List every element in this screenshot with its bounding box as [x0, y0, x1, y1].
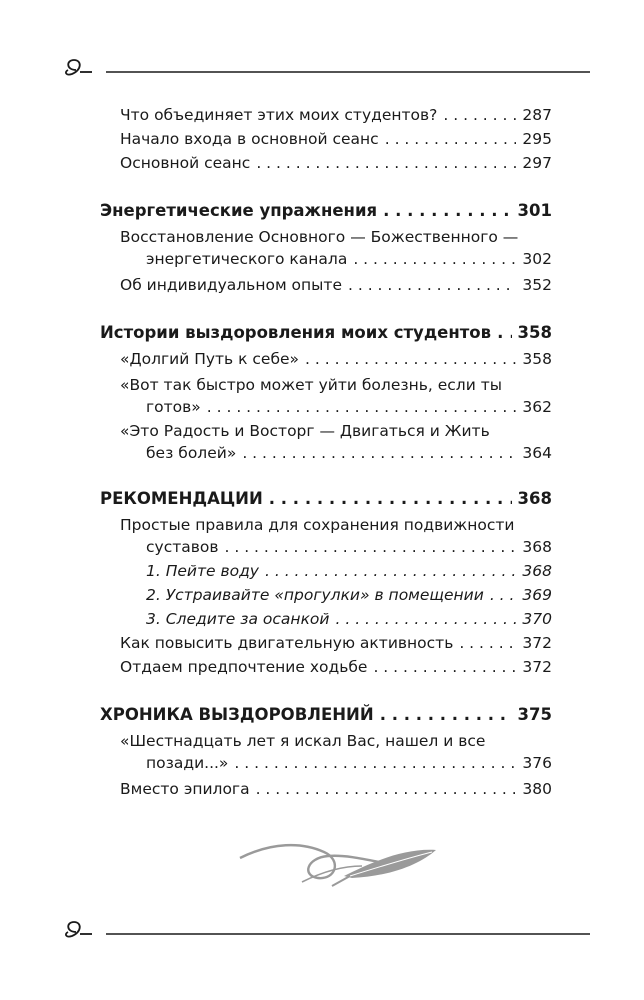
dot-leader: [490, 584, 517, 606]
dot-leader: [336, 608, 517, 630]
dot-leader: [380, 704, 512, 726]
toc-entry-title: без болей»: [146, 444, 237, 462]
toc-entry-title: готов»: [146, 398, 201, 416]
toc-entry-title: 3. Следите за осанкой: [146, 610, 330, 628]
toc-item: [0, 374, 552, 418]
toc-item: [0, 730, 552, 774]
toc-page-number: 369: [522, 586, 552, 604]
toc-page-number: 380: [522, 780, 552, 798]
toc-line: [0, 374, 552, 396]
toc-section: [0, 322, 552, 344]
toc-page-number: 372: [522, 658, 552, 676]
dot-leader: [373, 656, 516, 678]
toc-entry-title: Простые правила для сохранения подвижности: [120, 516, 515, 534]
toc-item: [0, 104, 552, 126]
toc-entry-title: Энергетические упражнения: [100, 201, 378, 220]
toc-entry-title: 1. Пейте воду: [146, 562, 259, 580]
toc-section: [0, 200, 552, 222]
dot-leader: [242, 442, 516, 464]
toc-line: [0, 584, 552, 606]
toc-page-number: 362: [522, 398, 552, 416]
toc-item: [0, 778, 552, 800]
toc-page-number: 301: [517, 201, 552, 220]
toc-page-number: 297: [522, 154, 552, 172]
toc-line: [0, 152, 552, 174]
toc-entry-title: ХРОНИКА ВЫЗДОРОВЛЕНИЙ: [100, 705, 374, 724]
toc-entry-title: Вместо эпилога: [120, 780, 250, 798]
toc-entry-title: Как повысить двигательную активность: [120, 634, 454, 652]
toc-subitem: [0, 560, 552, 582]
toc-entry-title: Основной сеанс: [120, 154, 251, 172]
toc-item: [0, 420, 552, 464]
toc-line: [0, 536, 552, 558]
toc-line: [0, 248, 552, 270]
toc-line: [0, 274, 552, 296]
toc-entry-title: Истории выздоровления моих студентов: [100, 323, 492, 342]
dot-leader: [497, 322, 511, 344]
dot-leader: [207, 396, 517, 418]
toc-line: [0, 560, 552, 582]
dot-leader: [256, 152, 516, 174]
curl-rule-icon: [62, 918, 590, 946]
toc-entry-title: «Вот так быстро может уйти болезнь, если ты: [120, 376, 502, 394]
toc-page-number: 376: [522, 754, 552, 772]
toc-item: [0, 128, 552, 150]
toc-entry-title: Об индивидуальном опыте: [120, 276, 342, 294]
dot-leader: [265, 560, 516, 582]
toc-entry-title: «Это Радость и Восторг — Двигаться и Жить: [120, 422, 490, 440]
dot-leader: [225, 536, 517, 558]
toc-entry-title: суставов: [146, 538, 219, 556]
toc-entry-title: РЕКОМЕНДАЦИИ: [100, 489, 263, 508]
toc-line: [0, 656, 552, 678]
toc-page-number: 364: [522, 444, 552, 462]
toc-item: [0, 656, 552, 678]
toc-entry-title: «Долгий Путь к себе»: [120, 350, 300, 368]
dot-leader: [234, 752, 516, 774]
toc-entry-title: Восстановление Основного — Божественного —: [120, 228, 519, 246]
toc-line: [0, 488, 552, 510]
toc-line: [0, 752, 552, 774]
toc-page-number: 375: [517, 705, 552, 724]
dot-leader: [348, 274, 516, 296]
toc-page-number: 352: [522, 276, 552, 294]
toc-page-number: 372: [522, 634, 552, 652]
toc-page-number: 302: [522, 250, 552, 268]
toc-line: [0, 348, 552, 370]
dot-leader: [269, 488, 512, 510]
toc-line: [0, 420, 552, 442]
toc-page-number: 368: [522, 562, 552, 580]
toc-item: [0, 632, 552, 654]
toc-page-number: 358: [522, 350, 552, 368]
toc-line: [0, 730, 552, 752]
toc-item: [0, 348, 552, 370]
dot-leader: [383, 200, 511, 222]
toc-entry-title: энергетического канала: [146, 250, 348, 268]
toc-entry-title: «Шестнадцать лет я искал Вас, нашел и все: [120, 732, 486, 750]
toc-item: [0, 226, 552, 270]
dot-leader: [443, 104, 516, 126]
toc-line: [0, 632, 552, 654]
toc-line: [0, 608, 552, 630]
toc-line: [0, 396, 552, 418]
toc-page-number: 287: [522, 106, 552, 124]
toc-page-number: 368: [522, 538, 552, 556]
curl-rule-icon: [62, 56, 590, 84]
toc-subitem: [0, 584, 552, 606]
toc-entry-title: Что объединяет этих моих студентов?: [120, 106, 438, 124]
toc-subitem: [0, 608, 552, 630]
toc-line: [0, 226, 552, 248]
dot-leader: [256, 778, 517, 800]
toc-page-number: 358: [517, 323, 552, 342]
toc-line: [0, 322, 552, 344]
toc-page-number: 370: [522, 610, 552, 628]
toc-entry-title: 2. Устраивайте «прогулки» в помещении: [146, 586, 484, 604]
toc-line: [0, 200, 552, 222]
toc-item: [0, 514, 552, 558]
toc-page-number: 368: [517, 489, 552, 508]
toc-entry-title: Начало входа в основной сеанс: [120, 130, 379, 148]
toc-item: [0, 274, 552, 296]
dot-leader: [305, 348, 516, 370]
toc-section: [0, 488, 552, 510]
toc-item: [0, 152, 552, 174]
toc-line: [0, 778, 552, 800]
toc-section: [0, 704, 552, 726]
toc-line: [0, 442, 552, 464]
dot-leader: [353, 248, 516, 270]
toc-line: [0, 704, 552, 726]
quill-swirl-icon: [232, 836, 438, 892]
dot-leader: [385, 128, 517, 150]
toc-entry-title: позади...»: [146, 754, 229, 772]
dot-leader: [459, 632, 516, 654]
toc-line: [0, 128, 552, 150]
toc-page-number: 295: [522, 130, 552, 148]
toc-line: [0, 104, 552, 126]
toc-entry-title: Отдаем предпочтение ходьбе: [120, 658, 368, 676]
toc-line: [0, 514, 552, 536]
